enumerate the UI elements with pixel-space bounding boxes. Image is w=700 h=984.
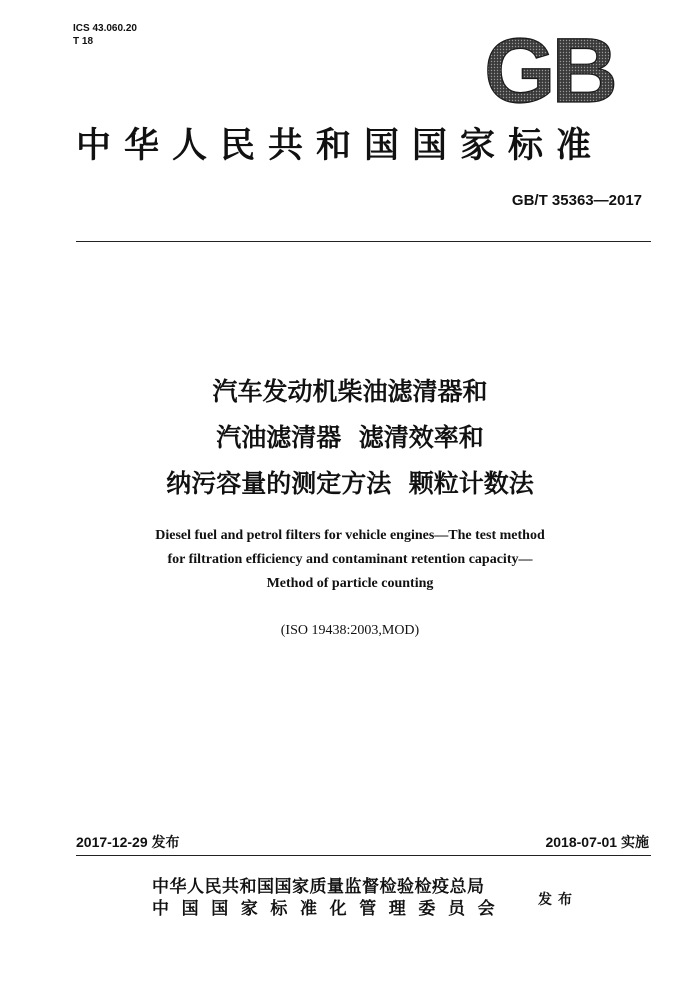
top-divider [76,241,651,242]
issuer-sac: 中国国家标准化管理委员会 [152,899,508,919]
bottom-divider [76,855,651,856]
adoption-note: (ISO 19438:2003,MOD) [280,623,420,638]
english-title-line-2: for filtration efficiency and contaminant retention capacity— [167,552,533,567]
english-title [60,524,640,596]
standard-number: GB/T 35363—2017 [511,192,642,209]
gb-logo [478,30,620,110]
english-title-line-1: Diesel fuel and petrol filters for vehicle engines—The test method [155,528,545,543]
chinese-title-line-1: 汽车发动机柴油滤清器和 [212,377,488,406]
english-title-line-3: Method of particle counting [266,576,434,591]
publish-label: 发布 [538,892,578,908]
ics-block [73,22,137,48]
gb-logo-text: GB [484,30,614,110]
issuing-authorities [152,876,507,920]
issuer-aqsiq: 中华人民共和国国家质量监督检验检疫总局 [152,877,485,897]
chinese-title [60,369,640,507]
chinese-title-line-2: 汽油滤清器 滤清效率和 [216,423,484,452]
issue-date: 2017-12-29 发布 [76,834,180,850]
implementation-date: 2018-07-01 实施 [545,834,649,850]
standard-category-title: 中华人民共和国国家标准 [76,125,605,166]
chinese-title-line-3: 纳污容量的测定方法 颗粒计数法 [166,469,534,498]
ics-code: ICS 43.060.20 [73,23,137,34]
classification-code: T 18 [73,36,94,47]
